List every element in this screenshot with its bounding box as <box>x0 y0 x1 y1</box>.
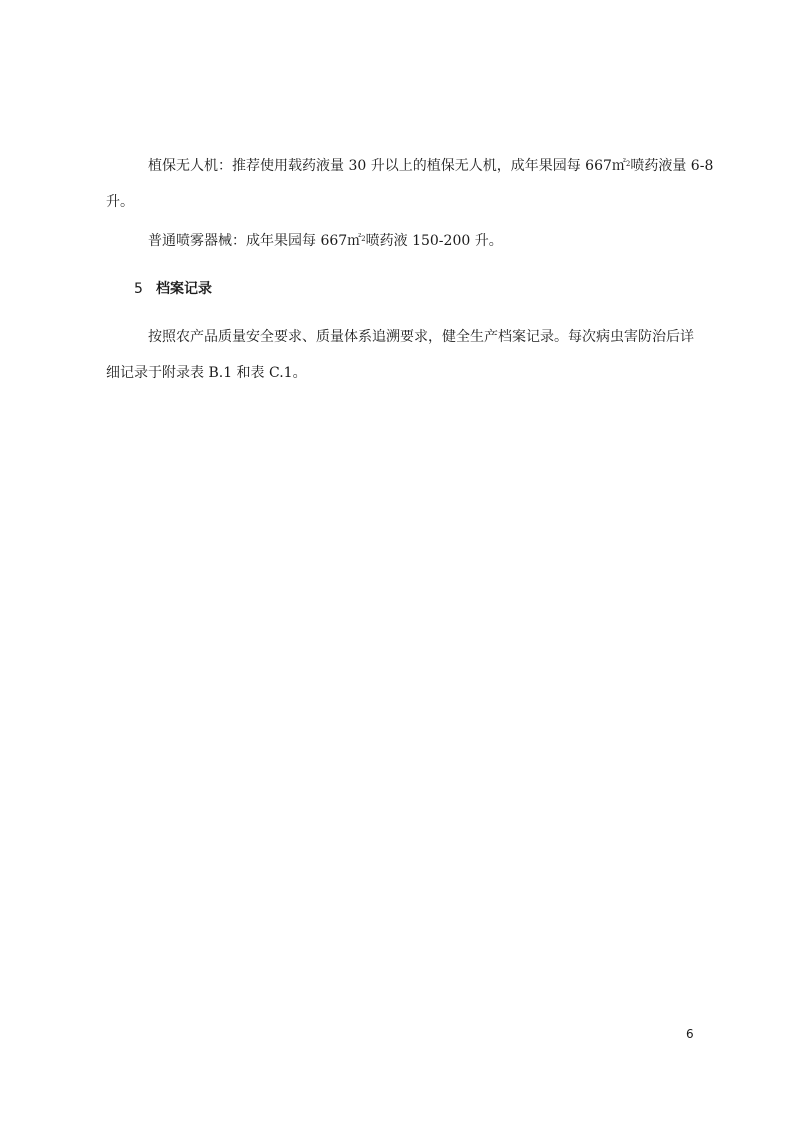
sprayer-text: 普通喷雾器械：成年果园每 667㎡ <box>148 233 362 249</box>
paragraph-records-line2: 细记录于附录表 B.1 和表 C.1。 <box>106 365 307 381</box>
paragraph-drone-line1 <box>148 157 738 175</box>
page-number: 6 <box>686 1027 694 1041</box>
section-number: 5 <box>134 281 143 297</box>
section-heading <box>134 280 212 298</box>
superscript: 2 <box>361 235 366 243</box>
paragraph-records-line1: 按照农产品质量安全要求、质量体系追溯要求，健全生产档案记录。每次病虫害防治后详 <box>148 329 694 345</box>
paragraph-sprayer <box>148 232 738 250</box>
superscript: 2 <box>625 160 631 168</box>
drone-text: 植保无人机：推荐使用载药液量 30 升以上的植保无人机，成年果园每 667㎡ <box>148 158 626 174</box>
section-title: 档案记录 <box>156 281 212 297</box>
sprayer-text-end: 喷药液 150-200 升。 <box>365 233 503 249</box>
paragraph-drone-line2: 升。 <box>106 194 134 210</box>
drone-text-end: 喷药液量 6-8 <box>630 158 714 174</box>
